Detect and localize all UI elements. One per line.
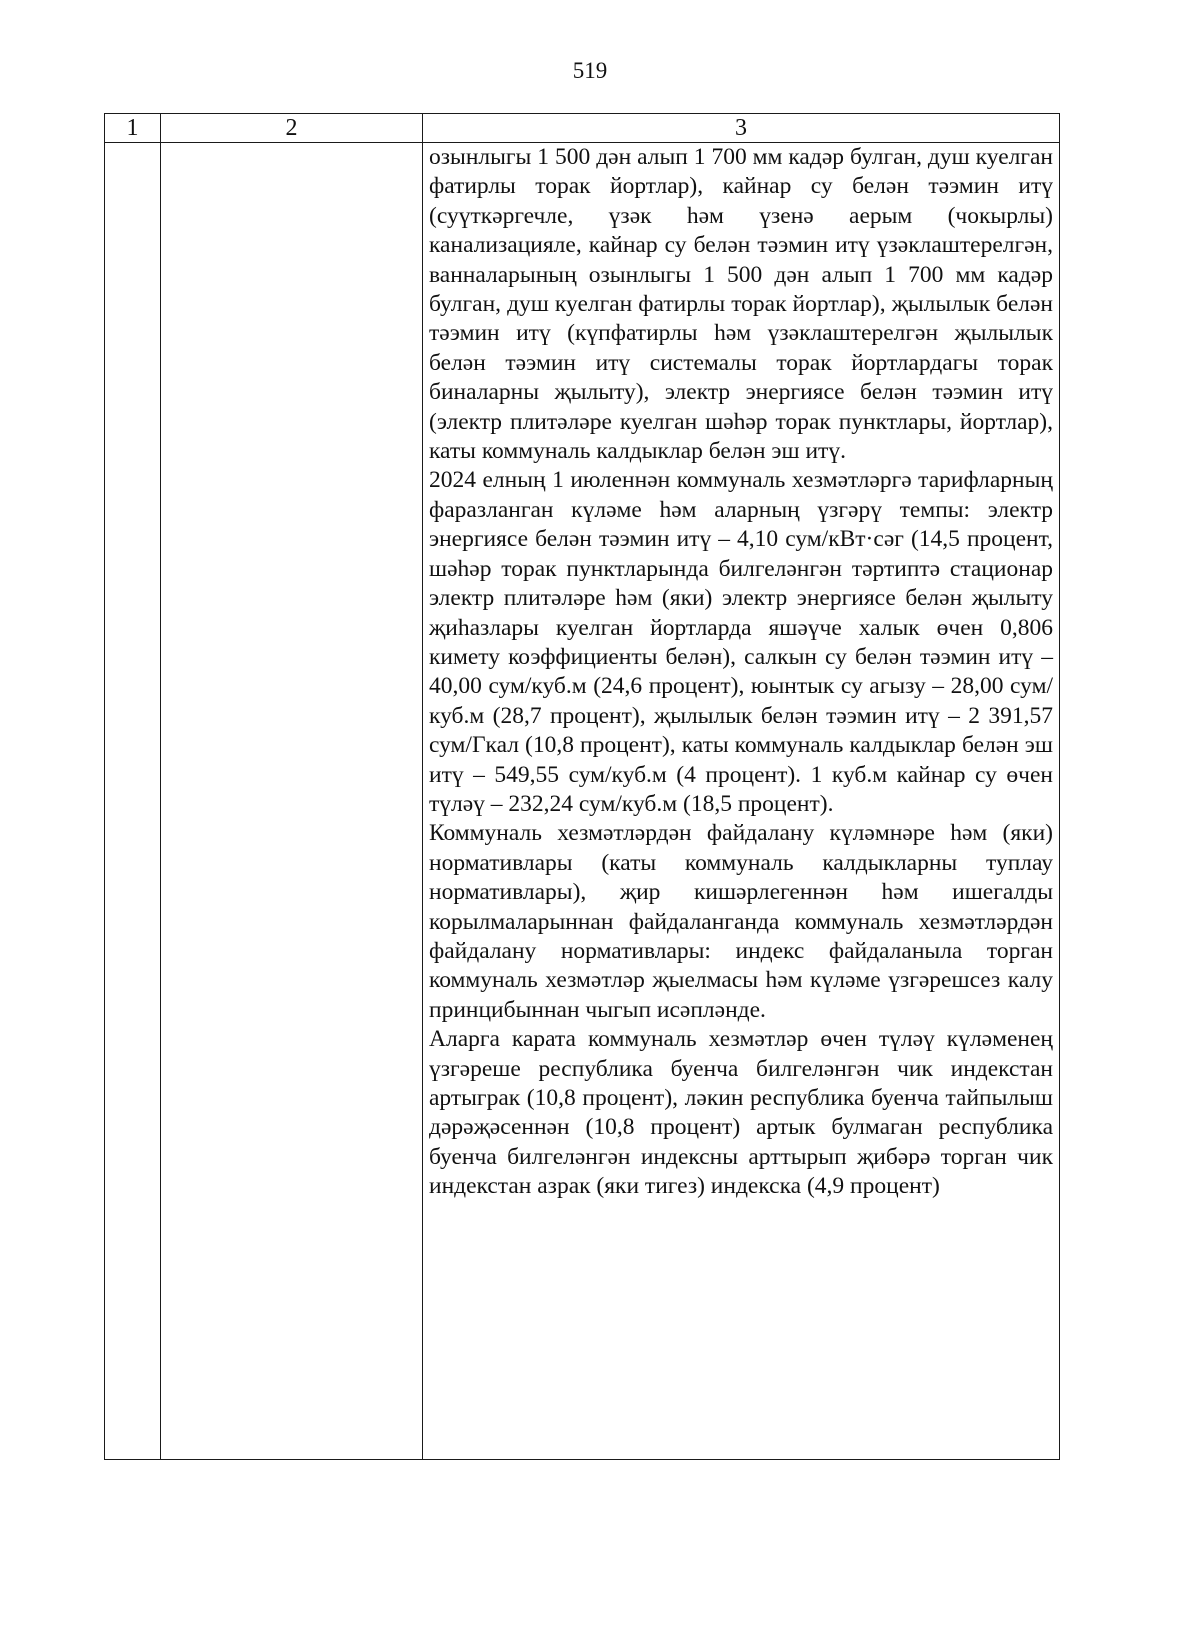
document-table [104, 113, 1060, 1460]
cell-column-3 [423, 143, 1060, 1460]
table-row [105, 143, 1060, 1460]
column-header-1: 1 [105, 114, 161, 143]
table-header-row [105, 114, 1060, 143]
cell-column-1 [105, 143, 161, 1460]
paragraph: 2024 елның 1 июленнән коммуналь хезмәтләргә тарифларның фаразланган күләме һәм аларның үзгәрү темпы: электр энергиясе белән тәэмин итү – 4,10 сум/кВт·сәг (14,5 процент, шәһәр торак пунктларында билгеләнгән тәртиптә стационар электр плитәләре һәм (яки) электр энергиясе белән җылыту җиһазлары куелган йортларда яшәүче халык өчен 0,806 кимету коэффициенты белән), салкын су белән тәэмин итү – 40,00 сум/куб.м (24,6 процент), юынтык су агызу – 28,00 сум/куб.м (28,7 процент), җылылык белән тәэмин итү – 2 391,57 сум/Гкал (10,8 процент), каты коммуналь калдыклар белән эш итү – 549,55 сум/куб.м (4 процент). 1 куб.м кайнар су өчен түләү – 232,24 сум/куб.м (18,5 процент). [429, 467, 1053, 817]
column-header-2: 2 [161, 114, 423, 143]
paragraph: озынлыгы 1 500 дән алып 1 700 мм кадәр булган, душ куелган фатирлы торак йортлар), кайнар су белән тәэмин итү (суүткәргечле, үзәк һәм үзенә аерым (чокырлы) канализацияле, кайнар су белән тәэмин итү үзәклаштерелгән, ванналарының озынлыгы 1 500 дән алып 1 700 мм кадәр булган, душ куелган фатирлы торак йортлар), җылылык белән тәэмин итү (күпфатирлы һәм үзәклаштерелгән җылылык белән тәэмин итү системалы торак йортлардагы торак биналарны җылыту), электр энергиясе белән тәэмин итү (электр плитәләре куелган шәһәр торак пунктлары, йортлар), каты коммуналь калдыклар белән эш итү. [429, 144, 1053, 465]
paragraph: Коммуналь хезмәтләрдән файдалану күләмнәре һәм (яки) нормативлары (каты коммуналь калдыкларны туплау нормативлары), җир кишәрлегеннән һәм ишегалды корылмаларыннан файдаланганда коммуналь хезмәтләрдән файдалану нормативлары: индекс файдаланыла торган коммуналь хезмәтләр җыелмасы һәм күләме үзгәрешсез калу принцибыннан чыгып исәпләнде. [429, 820, 1053, 1023]
page-number: 519 [572, 58, 608, 83]
cell-text-block [423, 143, 1059, 1202]
cell-column-2 [161, 143, 423, 1460]
column-header-3: 3 [423, 114, 1060, 143]
paragraph: Аларга карата коммуналь хезмәтләр өчен түләү күләменең үзгәреше республика буенча билгеләнгән чик индекстан артыграк (10,8 процент), ләкин республика буенча тайпылыш дәрәҗәсеннән (10,8 процент) артык булмаган республика буенча билгеләнгән индексны арттырып җибәрә торган чик индекстан азрак (яки тигез) индекска (4,9 процент) [429, 1026, 1053, 1200]
